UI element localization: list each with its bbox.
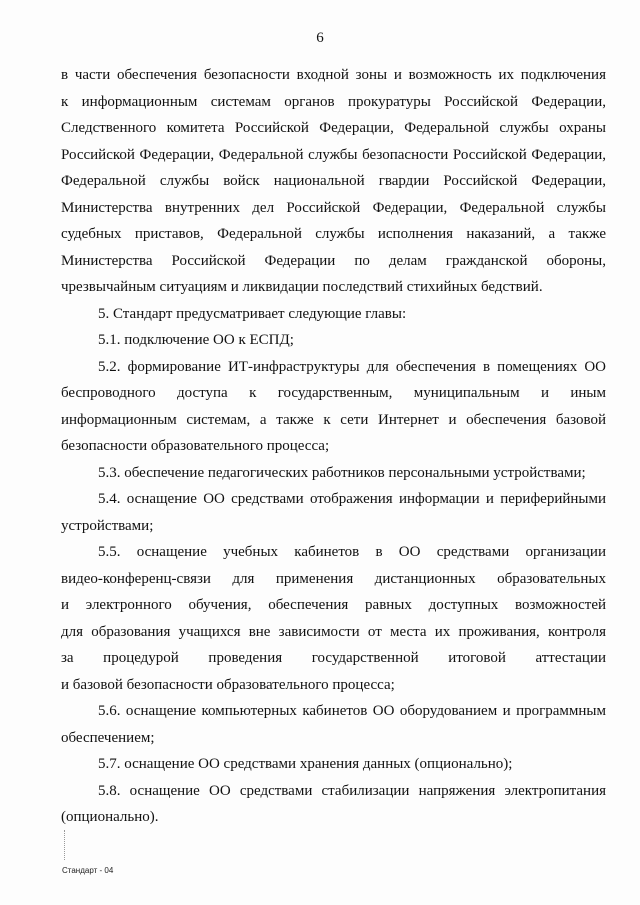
text-line: для образования учащихся вне зависимости от места их проживания, контроля bbox=[61, 623, 606, 640]
text-line: судебных приставов, Федеральной службы исполнения наказаний, а также bbox=[61, 226, 606, 242]
text-line: видео-конференц-связи для применения дистанционных образовательных bbox=[61, 570, 606, 587]
text-line: Министерства Российской Федерации по делам гражданской обороны, bbox=[61, 252, 606, 269]
text-line: и базовой безопасности образовательного процесса; bbox=[61, 676, 395, 693]
text-line: безопасности образовательного процесса; bbox=[61, 438, 330, 454]
text-line: беспроводного доступа к государственным, муниципальным и иным bbox=[61, 385, 606, 401]
text-line: 5.8. оснащение ОО средствами стабилизации напряжения электропитания bbox=[98, 782, 606, 799]
text-line: устройствами; bbox=[61, 517, 154, 534]
footer-label: Стандарт - 04 bbox=[62, 866, 114, 875]
text-line: и электронного обучения, обеспечения равных доступных возможностей bbox=[61, 597, 606, 613]
text-line: информационным системам, а также к сети Интернет и обеспечения базовой bbox=[61, 411, 606, 428]
text-line: к информационным системам органов прокуратуры Российской Федерации, bbox=[61, 93, 606, 110]
text-line: 5.2. формирование ИТ-инфраструктуры для обеспечения в помещениях ОО bbox=[98, 358, 606, 375]
text-line: обеспечением; bbox=[61, 729, 155, 746]
text-line: 5.7. оснащение ОО средствами хранения данных (опционально); bbox=[98, 756, 513, 772]
text-line: в части обеспечения безопасности входной зоны и возможность их подключения bbox=[61, 67, 606, 83]
body-text bbox=[61, 62, 606, 831]
page-number: 6 bbox=[316, 30, 324, 46]
margin-marks bbox=[64, 830, 71, 860]
text-line: 5.4. оснащение ОО средствами отображения информации и периферийными bbox=[98, 491, 606, 507]
text-line: Федеральной службы войск национальной гвардии Российской Федерации, bbox=[61, 173, 606, 189]
text-line: Следственного комитета Российской Федерации, Федеральной службы охраны bbox=[61, 120, 606, 136]
text-line: 5.3. обеспечение педагогических работников персональными устройствами; bbox=[98, 464, 586, 481]
text-line: 5.6. оснащение компьютерных кабинетов ОО оборудованием и программным bbox=[98, 703, 606, 719]
text-line: Российской Федерации, Федеральной службы безопасности Российской Федерации, bbox=[61, 146, 606, 163]
text-line: 5.5. оснащение учебных кабинетов в ОО средствами организации bbox=[98, 544, 606, 560]
text-line: за процедурой проведения государственной итоговой аттестации bbox=[61, 650, 606, 666]
text-line: 5. Стандарт предусматривает следующие главы: bbox=[98, 305, 407, 322]
text-line: (опционально). bbox=[61, 809, 159, 825]
text-line: чрезвычайным ситуациям и ликвидации последствий стихийных бедствий. bbox=[61, 279, 543, 295]
text-line: Министерства внутренних дел Российской Федерации, Федеральной службы bbox=[61, 199, 606, 216]
text-line: 5.1. подключение ОО к ЕСПД; bbox=[98, 332, 294, 348]
